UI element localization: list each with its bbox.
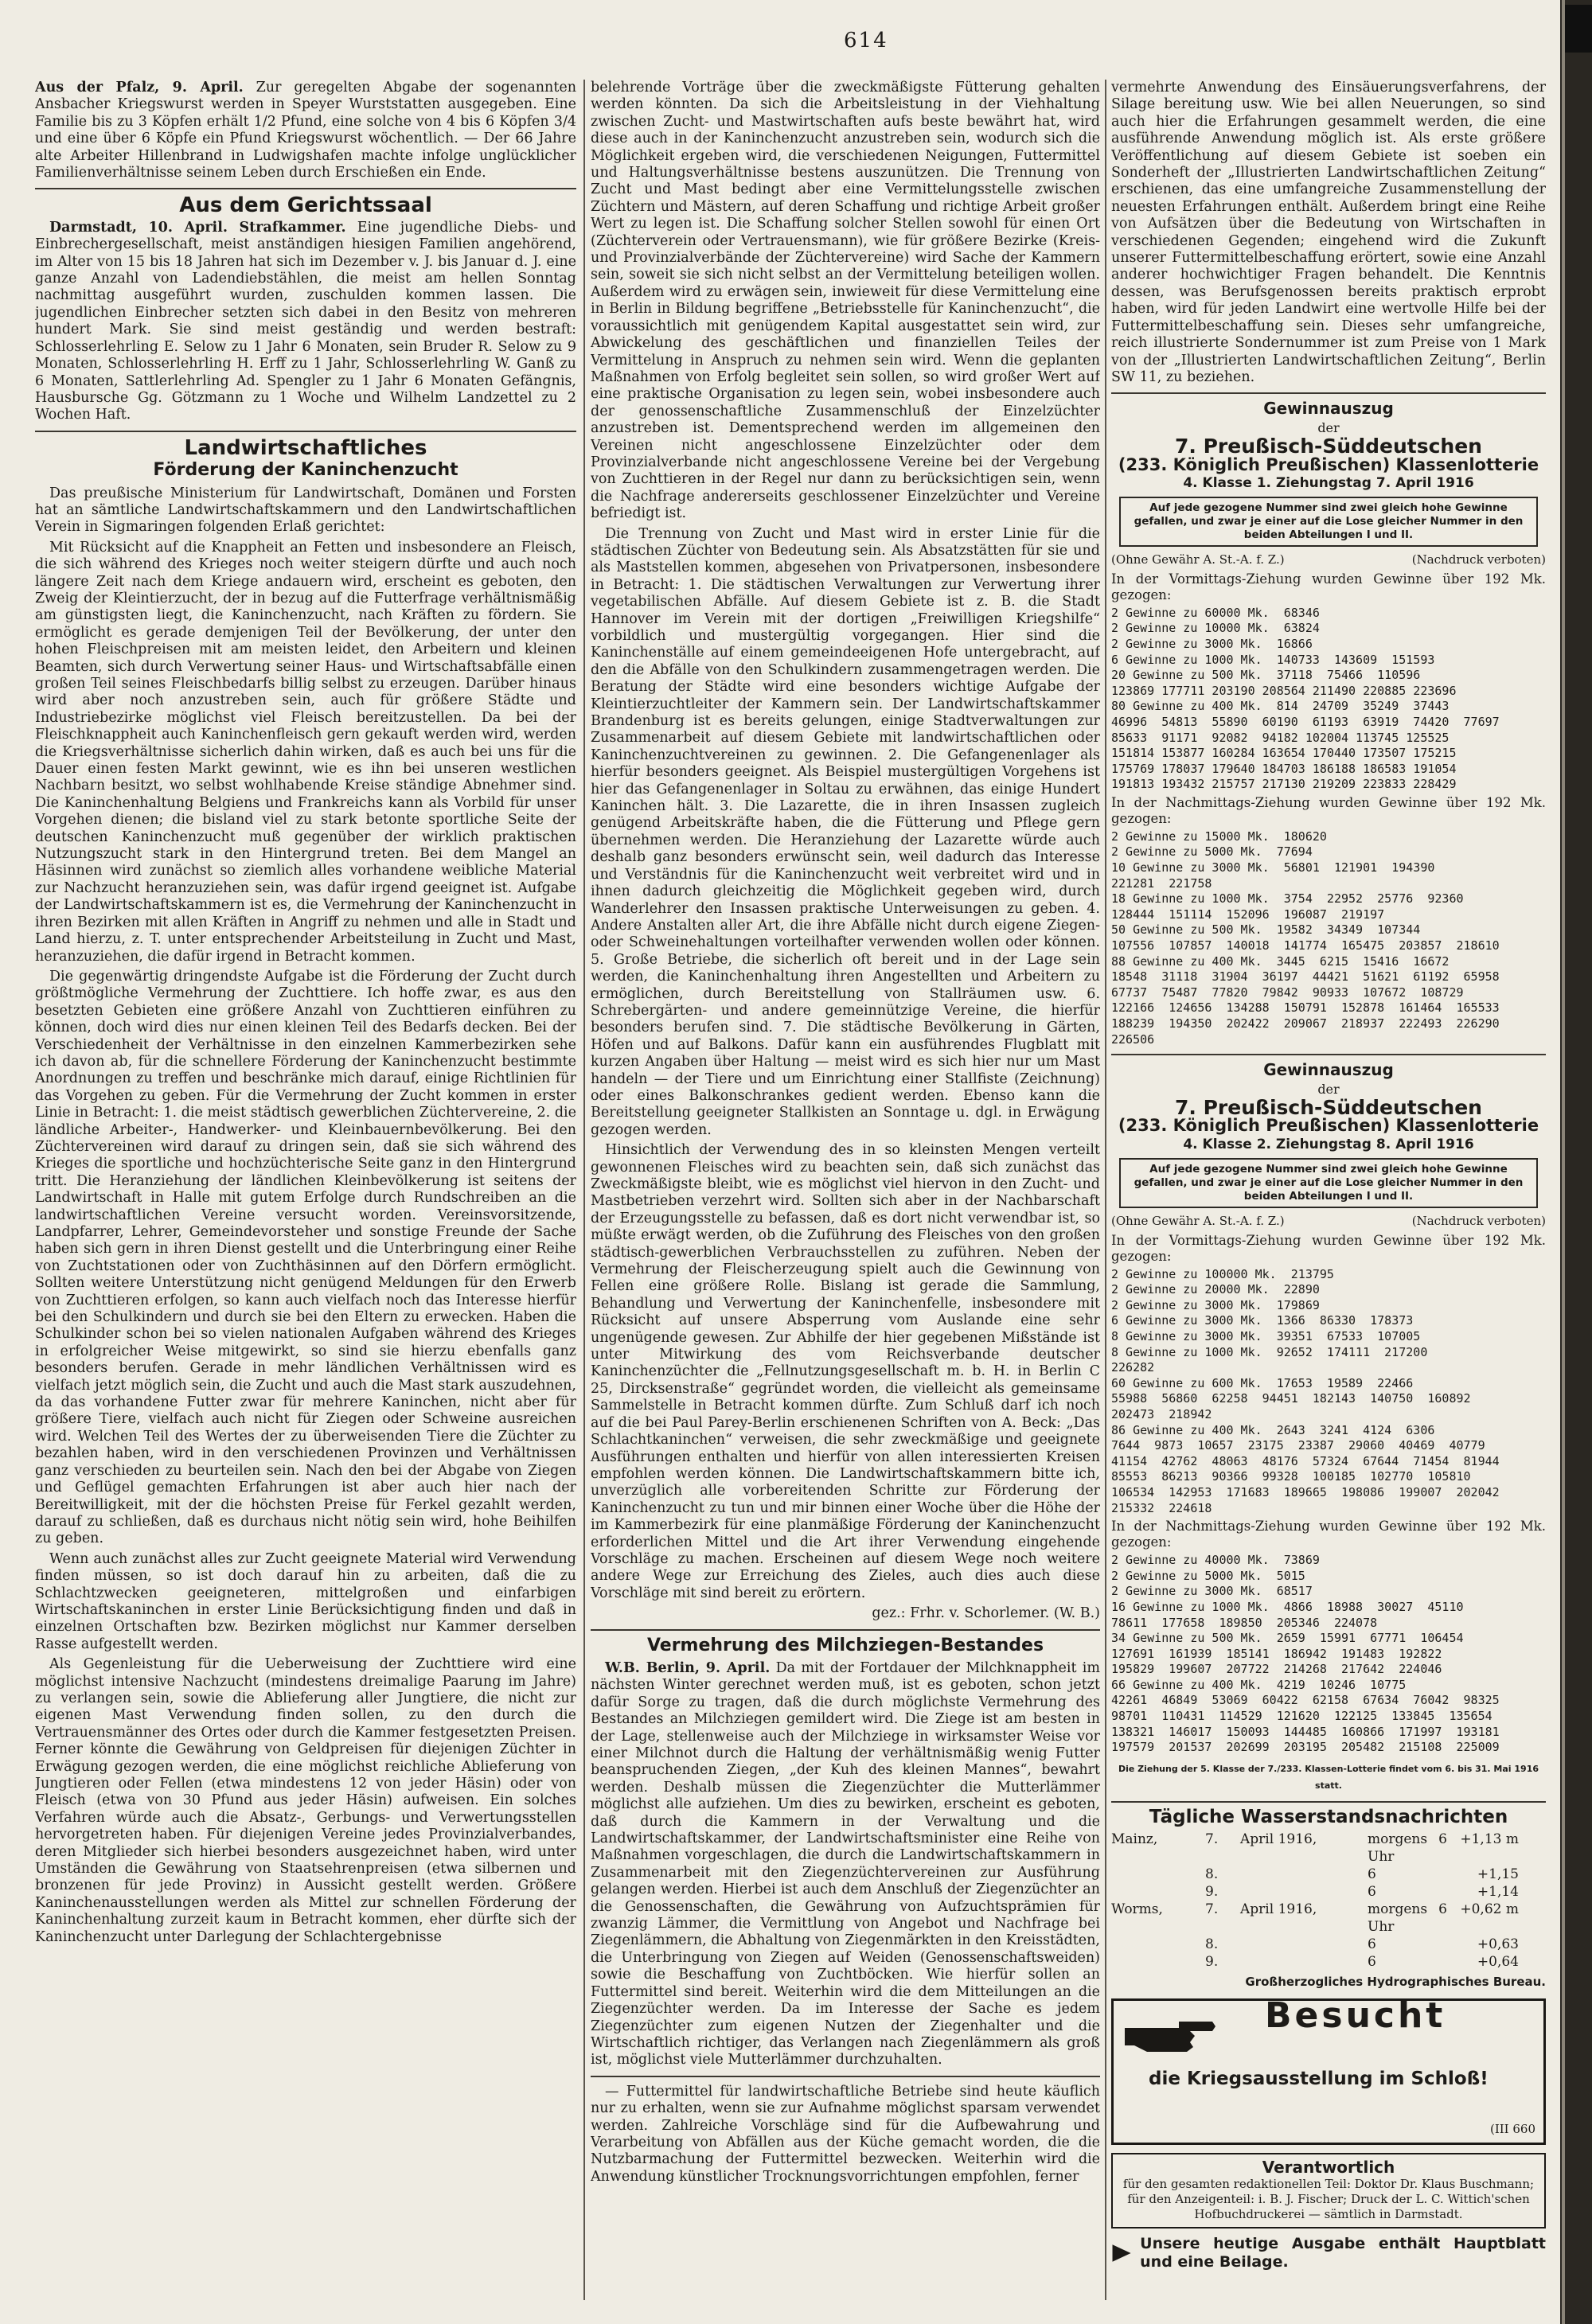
page-number: 614 bbox=[844, 29, 888, 53]
feed-continued: vermehrte Anwendung des Einsäuerungsverfahrens, der Silage bereitung usw. Wie bei allen Neuerungen, so sind auch hier die Erfahrungen gesammelt werden, die eine ausführende Anwendung möglich ist. Als erste größere Veröffentlichung auf diesem Gebiete ist soeben ein Sonderheft der „Illustrierten Landwirtschaftlichen Zeitung“ erschienen, das eine umfangreiche Zusammenstellung der neuesten Erfahrungen enthält. Außerdem bringt eine Reihe von Aufsätzen über die Bedeutung von Wirtschaften in verschiedenen Gegenden; eingehend wird die Zukunft unserer Futtermittelbeschaffung erörtert, sowie eine Anzahl anderer hochwichtiger Fragen behandelt. Die Kenntnis dessen, was Berufsgenossen bereits praktisch erprobt haben, wird für jeden Landwirt eine wertvolle Hilfe bei der Futtermittelbeschaffung sein. Dieses sehr umfangreiche, reich illustrierte Sondernummer ist zum Preise von 1 Mark von der „Illustrierten Landwirtschaftlichen Zeitung“, Berlin SW 11, zu beziehen. bbox=[1111, 80, 1546, 385]
column-1 bbox=[35, 80, 576, 2308]
lottery-name: (233. Königlich Preußischen) Klassenlotterie bbox=[1118, 454, 1539, 474]
lottery-notes bbox=[1111, 1213, 1546, 1230]
scan-corner bbox=[1565, 5, 1592, 53]
column-rule bbox=[583, 80, 585, 2300]
court-article bbox=[35, 220, 576, 424]
water-row: 9. 6 +0,64 bbox=[1205, 1954, 1519, 1971]
water-row: 8. 6 +1,15 bbox=[1205, 1866, 1519, 1883]
lottery-title: Gewinnauszug bbox=[1263, 1060, 1394, 1080]
lottery-afternoon-numbers: 2 Gewinne zu 40000 Mk. 73869 2 Gewinne zu 5000 Mk. 5015 2 Gewinne zu 3000 Mk. 68517 16 Gewinne zu 1000 Mk. 4866 18988 30027 45110 78611 177658 189850 205346 224078 34 Gewinne zu 500 Mk. 2659 15991 67771 106454 127691 161939 185141 186942 191483 192822 195829 199607 207722 214268 217642 224046 66 Gewinne zu 400 Mk. 4219 10246 10775 42261 46849 53069 60422 62158 67634 76042 98325 98701 110431 114529 121620 122125 133845 135654 138321 146017 150093 144485 160866 171997 193181 197579 201537 202699 203195 205482 215108 225009 bbox=[1111, 1553, 1500, 1755]
edition-note bbox=[1111, 2235, 1546, 2271]
rabbit-paragraph: Mit Rücksicht auf die Knappheit an Fetten und insbesondere an Fleisch, die sich während des Krieges noch weiter steigern dürfte und auch noch längere Zeit nach dem Kriege andauern wird, erscheint es geboten, den Zweig der Kleintierzucht, der in bezug auf die Futterfrage verhältnismäßig am günstigsten liegt, die Kaninchenzucht, nach Kräften zu fördern. Sie ermöglicht es gerade demjenigen Teil der Bevölkerung, der unter den hohen Fleischpreisen mit am meisten leidet, den Arbeitern und kleinen Beamten, sich durch Verwertung seiner Haus- und Wirtschaftsabfälle einen großen Teil seines Fleischbedarfs billig selbst zu erzeugen. Darüber hinaus wird aber noch anzustreben sein, auch für größere Städte und Industriebezirke möglichst viel Fleisch bereitzustellen. Da bei der Fleischknappheit auch Kaninchenfleisch gern gekauft werden wird, werden die Kriegsverhältnisse sicherlich dahin wirken, daß es auch bei uns für die Dauer einen festen Markt gewinnt, wie es ihn bei unseren westlichen Nachbarn besitzt, wo selbst wohlhabende Kreise ständige Abnehmer sind. Die Kaninchenhaltung Belgiens und Frankreichs kann als Vorbild für unser Vorgehen dienen; die bisland viel zu stark betonte sportliche Seite der deutschen Kaninchenzucht muß gegenüber der wirklich praktischen Nutzungszucht stark in den Hintergrund treten. Bei dem Mangel an Häsinnen wird zunächst so ziemlich alles vorhandene weibliche Material zur Nachzucht heranzuziehen sein, was dafür irgend geeignet ist. Aufgabe der Landwirtschaftskammern ist es, die Vermehrung der Kaninchenzucht in ihren Bezirken mit allen Kräften in Angriff zu nehmen und alle in Stadt und Land hierzu, z. T. unter entsprechender Arbeitsteilung in Zucht und Mast, heranzuziehen, die dafür irgend in Betracht kommen. bbox=[35, 539, 576, 965]
divider bbox=[1111, 392, 1546, 394]
lottery-note-left: (Ohne Gewähr A. St.-A. f. Z.) bbox=[1111, 552, 1285, 567]
lottery-note-left: (Ohne Gewähr A. St.-A. f. Z.) bbox=[1111, 1214, 1285, 1229]
responsible-text: für den gesamten redaktionellen Teil: Doktor Dr. Klaus Buschmann; für den Anzeigenteil: i. B. J. Fischer; Druck der L. C. Wittich'schen Hofbuchdruckerei — sämtlich in Darmstadt. bbox=[1122, 2176, 1535, 2221]
lottery-morning-heading: In der Vormittags-Ziehung wurden Gewinne über 192 Mk. gezogen: bbox=[1111, 1232, 1546, 1264]
page-gutter bbox=[1560, 0, 1592, 2324]
lottery-morning-numbers: 2 Gewinne zu 100000 Mk. 213795 2 Gewinne zu 20000 Mk. 22890 2 Gewinne zu 3000 Mk. 179869 6 Gewinne zu 3000 Mk. 1366 86330 178373 8 Gewinne zu 3000 Mk. 39351 67533 107005 8 Gewinne zu 1000 Mk. 92652 174111 217200 226282 60 Gewinne zu 600 Mk. 17653 19589 22466 55988 56860 62258 94451 182143 140750 160892 202473 218942 86 Gewinne zu 400 Mk. 2643 3241 4124 6306 7644 9873 10657 23175 23387 29060 40469 40779 41154 42762 48063 48176 57324 67644 71454 81944 85553 86213 90366 99328 100185 102770 105810 106534 142953 171683 189665 198086 199007 202042 215332 224618 bbox=[1111, 1266, 1500, 1515]
lottery-block-2 bbox=[1111, 1062, 1546, 1794]
divider bbox=[1111, 1054, 1546, 1055]
rabbit-continued: Hinsichtlich der Verwendung des in so kleinsten Mengen verteilt gewonnenen Fleisches wird zu beachten sein, daß sich zunächst das Zweckmäßigste bleibt, wie es möglichst viel hiervon in den Zucht- und Mastbetrieben verzehrt wird. Sollten sich aber in der Nachbarschaft der Erzeugungsstelle zu befassen, daß es dort nicht verwendbar ist, so müßte erwägt werden, ob die Zuführung des Fleisches von den großen städtisch-gewerblichen Verbrauchsstellen zu zuführen. Neben der Vermehrung der Fleischerzeugung spielt auch die Gewinnung von Fellen eine größere Rolle. Bislang ist gerade die Sammlung, Behandlung und Verwertung der Kaninchenfelle, insbesondere mit Rücksicht auf unsere Absperrung vom Auslande eine sehr ungenügende gewesen. Zur Abhilfe der hier gegebenen Mißstände ist unter Mitwirkung des vom Reichsverbande deutscher Kaninchenzüchter die „Fellnutzungsgesellschaft m. b. H. in Berlin C 25, Dircksenstraße“ gegründet worden, die vielleicht als gemeinsame Sammelstelle in Betracht kommen dürfte. Zum Schluß darf ich noch auf die bei Paul Parey-Berlin erschienenen Schriften von A. Beck: „Das Schlachtkaninchen“ verweisen, die sehr zweckmäßige und geeignete Ausführungen enthalten und hierfür von allen interessierten Kreisen empfohlen werden können. Die Landwirtschaftskammern bitte ich, unverzüglich alle vorbereitenden Schritte zur Förderung der Kaninchenzucht zu tun und mir binnen einer Woche über die Höhe der im Kammerbezirk für eine planmäßige Förderung der Kaninchenzucht erforderlichen Mittel und die Art ihrer Verwendung eingehende Vorschläge zu machen. Erscheinen auf diesem Wege noch weitere andere Wege zur Erreichung des Zieles, auch dies auch diese Vorschläge mit sind bereit zu erörtern. bbox=[591, 1142, 1100, 1601]
column-2 bbox=[591, 80, 1100, 2308]
court-dateline: Darmstadt, 10. April. Strafkammer. bbox=[49, 219, 346, 236]
lottery-der: der bbox=[1317, 419, 1340, 435]
water-row: Worms, 7. April 1916, morgens 6 Uhr +0,62 m bbox=[1111, 1901, 1519, 1936]
page-edge bbox=[1562, 0, 1565, 2324]
lottery-footer: Die Ziehung der 5. Klasse der 7./233. Klassen-Lotterie findet vom 6. bis 31. Mai 1916 statt. bbox=[1118, 1763, 1539, 1792]
pfalz-text: Zur geregelten Abgabe der sogenannten Ansbacher Kriegswurst werden in Speyer Wurststatten ausgegeben. Eine Familie bis zu 3 Köpfen erhält 1/2 Pfund, eine solche von 4 bis 6 Köpfen 3/4 und eine über 6 Köpfe ein Pfund Kriegswurst wöchentlich. — Der 66 Jahre alte Arbeiter Hillenbrand in Ludwigshafen machte infolge unglücklicher Familienverhältnisse seinem Leben durch Erschießen ein Ende. bbox=[35, 80, 576, 181]
divider bbox=[591, 2076, 1100, 2077]
feed-article: — Futtermittel für landwirtschaftliche Betriebe sind heute käuflich nur zu erhalten, wenn sie zur Aufnahme möglichst sparsam verwendet werden. Zahlreiche Vorschläge sind für die Aufbewahrung und Verarbeitung von Abfällen aus der Küche gemacht worden, die die Nutzbarmachung der Futtermittel bezwecken. Weiterhin wird die Anwendung künstlicher Trocknungsvorrichtungen empfohlen, ferner bbox=[591, 2083, 1100, 2185]
rabbit-paragraph: Wenn auch zunächst alles zur Zucht geeignete Material wird Verwendung finden müssen, so ist doch darauf hin zu arbeiten, daß die zu Schlachtzwecken geeigneteren, mittelgroßen und einfarbigen Wirtschaftskaninchen in erster Linie Berücksichtigung finden und daß in einzelnen Ortschaften bzw. Bezirken möglichst nur Kammer derselben Rasse aufgestellt werden. bbox=[35, 1550, 576, 1652]
ad-subtitle: die Kriegsausstellung im Schloß! bbox=[1149, 2069, 1489, 2090]
lottery-note-right: (Nachdruck verboten) bbox=[1411, 1214, 1546, 1229]
divider bbox=[591, 1629, 1100, 1631]
milk-dateline: W.B. Berlin, 9. April. bbox=[605, 1659, 771, 1676]
lottery-morning-heading: In der Vormittags-Ziehung wurden Gewinne über 192 Mk. gezogen: bbox=[1111, 571, 1546, 602]
column-3 bbox=[1111, 80, 1546, 2308]
divider bbox=[35, 431, 576, 432]
water-levels bbox=[1111, 1806, 1546, 1991]
agri-heading: Landwirtschaftliches bbox=[184, 435, 427, 460]
edition-text: Unsere heutige Ausgabe enthält Hauptblatt und eine Beilage. bbox=[1140, 2234, 1546, 2271]
lottery-afternoon-heading: In der Nachmittags-Ziehung wurden Gewinne über 192 Mk. gezogen: bbox=[1111, 794, 1546, 826]
water-title: Tägliche Wasserstandsnachrichten bbox=[1149, 1806, 1508, 1827]
ad-title: Besucht bbox=[1265, 1995, 1446, 2037]
lottery-name: 7. Preußisch-Süddeutschen bbox=[1175, 1096, 1482, 1119]
lottery-morning-numbers: 2 Gewinne zu 60000 Mk. 68346 2 Gewinne zu 10000 Mk. 63824 2 Gewinne zu 3000 Mk. 16866 6 Gewinne zu 1000 Mk. 140733 143609 151593 20 Gewinne zu 500 Mk. 37118 75466 110596 123869 177711 203190 208564 211490 220885 223696 80 Gewinne zu 400 Mk. 814 24709 35249 37443 46996 54813 55890 60190 61193 63919 74420 77697 85633 91171 92082 94182 102004 113745 125525 151814 153877 160284 163654 170440 173507 175215 175769 178037 179640 184703 186188 186583 191054 191813 193432 215757 217130 219209 223833 228429 bbox=[1111, 605, 1500, 792]
decree-signature: gez.: Frhr. v. Schorlemer. (W. B.) bbox=[872, 1605, 1100, 1622]
rabbit-paragraph: Die gegenwärtig dringendste Aufgabe ist die Förderung der Zucht durch größtmögliche Vermehrung der Zuchttiere. Ich hoffe zwar, es aus den besetzten Gebieten eine größere Anzahl von Zuchttieren einführen zu können, doch wird dies nur einen kleinen Teil des Bedarfs decken. Bei der Verschiedenheit der Verhältnisse in den einzelnen Kammerbezirken sehe ich davon ab, für die schnellere Förderung der Kaninchenzucht bestimmte Anordnungen zu treffen und beschränke mich darauf, einige Richtlinien für das Vorgehen zu geben. Für die Vermehrung der Zucht kommen in erster Linie in Betracht: 1. die meist städtisch gewerblichen Züchtervereine, 2. die ländliche Arbeiter-, Handwerker- und Kleinbauernbevölkerung. Bei den Züchtervereinen wird darauf zu dringen sein, daß sie sich während des Krieges die sportliche und hochzüchterische Seite ganz in den Hintergrund tritt. Die Heranziehung der ländlichen Kleinbevölkerung ist seitens der Landwirtschaft in Halle mit gutem Erfolge durch Rundschreiben an die landwirtschaftlichen Vereine versucht worden. Vereinsvorsitzende, Landpfarrer, Lehrer, Gemeindevorsteher und sonstige Freunde der Sache haben sich gern in ihren Dienst gestellt und die Unterbringung einer Reihe von Zuchtstationen oder von Zuchthäsinnen auf den Dörfern ermöglicht. Sollten weitere Unterstützung nicht genügend Meldungen für den Erwerb von Zuchttieren erfolgen, so kann auch vielfach noch das Interesse hierfür bei den Schulkindern und durch sie bei den Eltern zu erwecken. Haben die Schulkinder schon bei so vielen nationalen Aufgaben während des Krieges in erfolgreicher Weise mitgewirkt, so sind sie hierzu ebenfalls ganz besonders berufen. Gerade in mehr ländlichen Verhältnissen wird es vielfach jetzt möglich sein, die Zucht und auch die Mast stark auszudehnen, da das vorhandene Futter zwar für mehrere Kaninchen, nicht aber für größere Tiere, vielfach auch nicht für Ziegen oder Schweine ausreichen wird. Welchen Teil des Wertes der zu überweisenden Tiere die Züchter zu bezahlen haben, wird in den verschiedenen Provinzen und Verhältnissen ganz verschieden zu beurteilen sein. Nach den bei der Abgabe von Ziegen und Geflügel gemachten Erfahrungen ist aber auch hier nach der Bereitwilligkeit, mit der die höchsten Preise für Ferkel gezahlt werden, darauf zu schließen, daß es durchaus nicht nötig sein wird, hohe Beihilfen zu geben. bbox=[35, 968, 576, 1547]
ad-code: (III 660 bbox=[1489, 2122, 1535, 2137]
rabbit-paragraph: Als Gegenleistung für die Ueberweisung der Zuchttiere wird eine möglichst intensive Nachzucht (mindestens dreimalige Paarung im Jahre) zu verlangen sein, sowie die Ablieferung aller Jungtiere, die nicht zur eigenen Mast Verwendung finden sollen, zu den durch die Vertrauensmänner des Ortes oder durch die Kammer festgesetzten Preisen. Ferner könnte die Gewährung von Geldpreisen für diejenigen Züchter in Erwägung gezogen werden, die eine möglichst reichliche Ablieferung von Jungtieren oder Fellen (etwa mindestens 12 von jeder Häsin) oder von Fleisch (etwa von 30 Pfund aus jeder Häsin) aufweisen. Ein solches Verfahren würde auch die Absatz-, Gerbungs- und Verwertungsstellen hervorgetreten haben. Für diejenigen Vereine jedes Provinzialverbandes, deren Mitglieder sich hierbei besonders ausgezeichnet haben, wird unter Umständen die Gewährung von Staatsehrenpreisen (etwa silbernen und bronzenen für jede Provinz) in Aussicht gestellt werden. Größere Kaninchenausstellungen werden als Mittel zur schnellen Förderung der Kaninchenhaltung zurzeit kaum in Betracht kommen, eher dürfte sich der Kaninchenzucht unter Darlegung der Schlachtergebnisse bbox=[35, 1656, 576, 1945]
arrow-right-icon bbox=[1111, 2237, 1132, 2269]
lottery-note-right: (Nachdruck verboten) bbox=[1411, 552, 1546, 567]
rabbit-continued: belehrende Vorträge über die zweckmäßigste Fütterung gehalten werden könnten. Da sich die Arbeitsleistung in der Viehhaltung zwischen Zucht- und Mastwirtschaften aufs beste bewährt hat, wird diese auch in der Kaninchenzucht anzustreben sein, wodurch sich die Möglichkeit ergeben wird, die verschiedenen Neigungen, Futtermittel und Haltungsverhältnisse bestens auszunützen. Die Trennung von Zucht und Mast bedingt aber eine Vermittelungsstelle zwischen Züchtern und Mästern, auf deren Schaffung und richtige Arbeit großer Wert zu legen ist. Die Schaffung solcher Stellen sowohl für einen Ort (Züchterverein oder Vertrauensmann), wie für größere Bezirke (Kreis- und Provinzialverbände der Züchtervereine) wird Sache der Kammern sein, soweit sie sich nicht selbst an der Vermittelung beteiligen wollen. Außerdem wird zu erwägen sein, inwieweit für diese Vermittelung eine in Berlin in Bildung begriffene „Betriebsstelle für Kaninchenzucht“, die voraussichtlich mit genügendem Kapital ausgestattet sein wird, zur Abwickelung des geschäftlichen und finanziellen Teiles der Vermittelung in Anspruch zu nehmen sein wird. Wenn die geplanten Maßnahmen von Erfolg begleitet sein sollen, so wird großer Wert auf eine praktische Organisation zu legen sein, wobei insbesondere auch der genossenschaftliche Zusammenschluß der Einzelzüchter anzustreben ist. Dementsprechend werden im allgemeinen den Vereinen nicht angeschlossene Einzelzüchter oder dem Provinzialverbande nicht angeschlossene Vereine bei der Vergebung von Zuchttieren in der Regel nur dann zu berücksichtigen sein, wenn die Nachfrage andererseits geschlossener Einzelzüchter und Vereine befriedigt ist. bbox=[591, 80, 1100, 522]
lottery-afternoon-numbers: 2 Gewinne zu 15000 Mk. 180620 2 Gewinne zu 5000 Mk. 77694 10 Gewinne zu 3000 Mk. 56801 121901 194390 221281 221758 18 Gewinne zu 1000 Mk. 3754 22952 25776 92360 128444 151114 152096 196087 219197 50 Gewinne zu 500 Mk. 19582 34349 107344 107556 107857 140018 141774 165475 203857 218610 88 Gewinne zu 400 Mk. 3445 6215 15416 16672 18548 31118 31904 36197 44421 51621 61192 65958 67737 75487 77820 79842 90933 107672 108729 122166 124656 134288 150791 152878 161464 165533 188239 194350 202422 209067 218937 222493 226290 226506 bbox=[1111, 829, 1500, 1047]
water-footer: Großherzogliches Hydrographisches Bureau. bbox=[1245, 1975, 1546, 1990]
column-rule bbox=[1105, 80, 1106, 2300]
lottery-name: (233. Königlich Preußischen) Klassenlotterie bbox=[1118, 1116, 1539, 1136]
lottery-box-note: Auf jede gezogene Nummer sind zwei gleich hohe Gewinne gefallen, und zwar je einer auf die Lose gleicher Nummer in den beiden Abteilungen I und II. bbox=[1119, 1158, 1538, 1208]
pfalz-dateline: Aus der Pfalz, 9. April. bbox=[35, 80, 244, 96]
rabbit-heading: Förderung der Kaninchenzucht bbox=[153, 460, 458, 481]
divider bbox=[1111, 1801, 1546, 1803]
pfalz-article bbox=[35, 80, 576, 181]
lottery-block-1 bbox=[1111, 400, 1546, 1047]
milk-article bbox=[591, 1660, 1100, 2069]
lottery-name: 7. Preußisch-Süddeutschen bbox=[1175, 435, 1482, 458]
responsible-title: Verantwortlich bbox=[1262, 2158, 1395, 2178]
lottery-der: der bbox=[1317, 1081, 1340, 1097]
lottery-notes bbox=[1111, 552, 1546, 568]
lottery-klasse: 4. Klasse 1. Ziehungstag 7. April 1916 bbox=[1183, 474, 1474, 491]
lottery-title: Gewinnauszug bbox=[1263, 399, 1394, 419]
responsible-box bbox=[1111, 2153, 1546, 2228]
court-heading: Aus dem Gerichtssaal bbox=[179, 193, 432, 218]
court-text: Eine jugendliche Diebs- und Einbrechergesellschaft, meist anständigen hiesigen Familien angehörend, im Alter von 15 bis 18 Jahren hat sich im Dezember v. J. bis Januar d. J. eine ganze Anzahl von Ladendiebstählen, die meist am hellen Sonntag nachmittag ausgeführt wurden, zuschulden kommen lassen. Die jugendlichen Einbrecher setzten sich dabei in den Besitz von mehreren hundert Mark. Sie sind meist geständig und werden bestraft: Schlosserlehrling E. Selow zu 1 Jahr 6 Monaten, sein Bruder R. Selow zu 9 Monaten, Schlosserlehrling H. Erff zu 1 Jahr, Schlosserlehrling W. Ganß zu 6 Monaten, Sattlerlehrling Ad. Spengler zu 1 Jahr 6 Monaten Gefängnis, Hausbursche Gg. Götzmann zu 1 Woche und Wilhelm Landzettel zu 2 Wochen Haft. bbox=[35, 219, 576, 423]
lottery-klasse: 4. Klasse 2. Ziehungstag 8. April 1916 bbox=[1183, 1136, 1474, 1152]
lottery-box-note: Auf jede gezogene Nummer sind zwei gleich hohe Gewinne gefallen, und zwar je einer auf die Lose gleicher Nummer in den beiden Abteilungen I und II. bbox=[1119, 497, 1538, 547]
divider bbox=[35, 188, 576, 189]
rabbit-paragraph: Das preußische Ministerium für Landwirtschaft, Domänen und Forsten hat an sämtliche Landwirtschaftskammern und den Landwirtschaftlichen Verein in Sigmaringen folgenden Erlaß gerichtet: bbox=[35, 485, 576, 536]
war-exhibition-ad bbox=[1111, 1995, 1546, 2145]
pointing-hand-icon bbox=[1123, 2017, 1217, 2055]
water-row: 8. 6 +0,63 bbox=[1205, 1936, 1519, 1953]
water-row: 9. 6 +1,14 bbox=[1205, 1884, 1519, 1901]
milk-heading: Vermehrung des Milchziegen-Bestandes bbox=[646, 1635, 1044, 1655]
lottery-afternoon-heading: In der Nachmittags-Ziehung wurden Gewinne über 192 Mk. gezogen: bbox=[1111, 1519, 1546, 1550]
water-row: Mainz, 7. April 1916, morgens 6 Uhr +1,13 m bbox=[1111, 1831, 1519, 1866]
milk-text: Da mit der Fortdauer der Milchknappheit im nächsten Winter gerechnet werden muß, ist es geboten, schon jetzt dafür Sorge zu tragen, daß die durch möglichste Vermehrung des Bestandes an Milchziegen gemildert wird. Die Ziege ist am besten in der Lage, stellenweise auch der Milchziege in wirksamster Weise vor einer Milchnot durch die Haltung der verhältnismäßig wenig Futter beanspruchenden Ziegen, „der Kuh des kleinen Mannes“, bewahrt werden. Deshalb müssen die Ziegenzüchter die Mutterlämmer möglichst alle aufziehen. Um dies zu bewirken, erscheint es geboten, daß durch die Kammern in der Verwaltung und die Landwirtschaftskammer, der Landwirtschaftsminister eine Reihe von Maßnahmen vorgeschlagen, die durch die Landwirtschaftskammern in Zusammenarbeit mit den Ziegenzüchtervereinen zur Ausführung gelangen werden. Hierbei ist auch dem Anschluß der Ziegenzüchter an die Genossenschaften, die Gewährung von Aufzuchtsprämien für zwanzig Lämmer, die Vermittlung von Angebot und Nachfrage bei Ziegenlämmern, die Abhaltung von Ziegenmärkten in den Kreisstädten, die Unterbringung von Ziegen auf Weiden (Genossenschaftsweiden) sowie die Beschaffung von Zuchtböcken. Wie hierfür sollen an Futtermittel sind bereit. Weiterhin wird die dem Mitteilungen an die Ziegenzüchter werden. Da im Interesse der Sache es jedem Ziegenzüchter zum eigenen Nutzen der Ziegenhalter und die Wirtschaftlich richtiger, das Verlangen nach Ziegenlämmern als groß ist, möglichst viele Mutterlämmer durchzuhalten. bbox=[591, 1659, 1100, 2069]
rabbit-continued: Die Trennung von Zucht und Mast wird in erster Linie für die städtischen Züchter von Bedeutung sein. Als Absatzstätten für sie und als Maststellen kommen, abgesehen von Privatpersonen, insbesondere in Betracht: 1. Die städtischen Verwaltungen zur Verwertung ihrer vegetabilischen Abfälle. Auf diesem Gebiete ist z. B. die Stadt Hannover im Verein mit der dortigen „Freiwilligen Kriegshilfe“ vorbildlich und mustergültig vorgegangen. Hier sind die Kaninchenställe auf einem gemeindeeigenen Hofe untergebracht, auf den die Abfälle von den Schulkindern zusammengetragen werden. Die Beratung der Städte wird eine besonders wichtige Aufgabe der Kleintierzuchtleiter der Kammern sein. Der Landwirtschaftskammer Brandenburg ist es bereits gelungen, einige Stadtverwaltungen zur Zusammenarbeit auf diesem Gebiete mit landwirtschaftlichen oder Kaninchenzuchtvereinen zu gewinnen. 2. Die Gefangenenlager als hierfür besonders geeignet. Als Beispiel mustergültigen Vorgehens ist hier das Gefangenenlager in Soltau zu erwähnen, das einige Hundert Kaninchen hält. 3. Die Lazarette, die in ihren Insassen zugleich genügend Arbeitskräfte haben, die die Fütterung und Pflege gern übernehmen werden. Die Heranziehung der Lazarette würde auch deshalb ganz besonders erwünscht sein, weil dadurch das Interesse und Verständnis für die Kaninchenzucht weit verbreitet wird und in ihnen dadurch gleichzeitig die Möglichkeit gegeben wird, durch Wanderlehrer den Insassen praktische Unterweisungen zu geben. 4. Andere Anstalten aller Art, die ihre Abfälle nicht durch eigene Ziegen- oder Schweinehaltungen vorteilhafter verwenden wollen oder können. 5. Große Betriebe, die sicherlich oft bereit und in der Lage sein werden, die Kaninchenhaltung ihren Angestellten und Arbeitern zu ermöglichen, durch Bereitstellung von Stallräumen usw. 6. Schrebergärten- und andere gemeinnützige Vereine, die hierfür besonders berufen sind. 7. Die städtische Bevölkerung in Gärten, Höfen und auf Balkons. Dafür kann ein ausführendes Flugblatt mit kurzen Angaben über Haltung — meist wird es sich hier nur um Mast handeln — der Tiere und um Einrichtung einer Stallfiste (Zeichnung) oder eines Balkonschrankes gedient werden. Ebenso kann die Bereitstellung geeigneter Stallkisten an Sonntage u. dgl. in Erwägung gezogen werden. bbox=[591, 525, 1100, 1138]
